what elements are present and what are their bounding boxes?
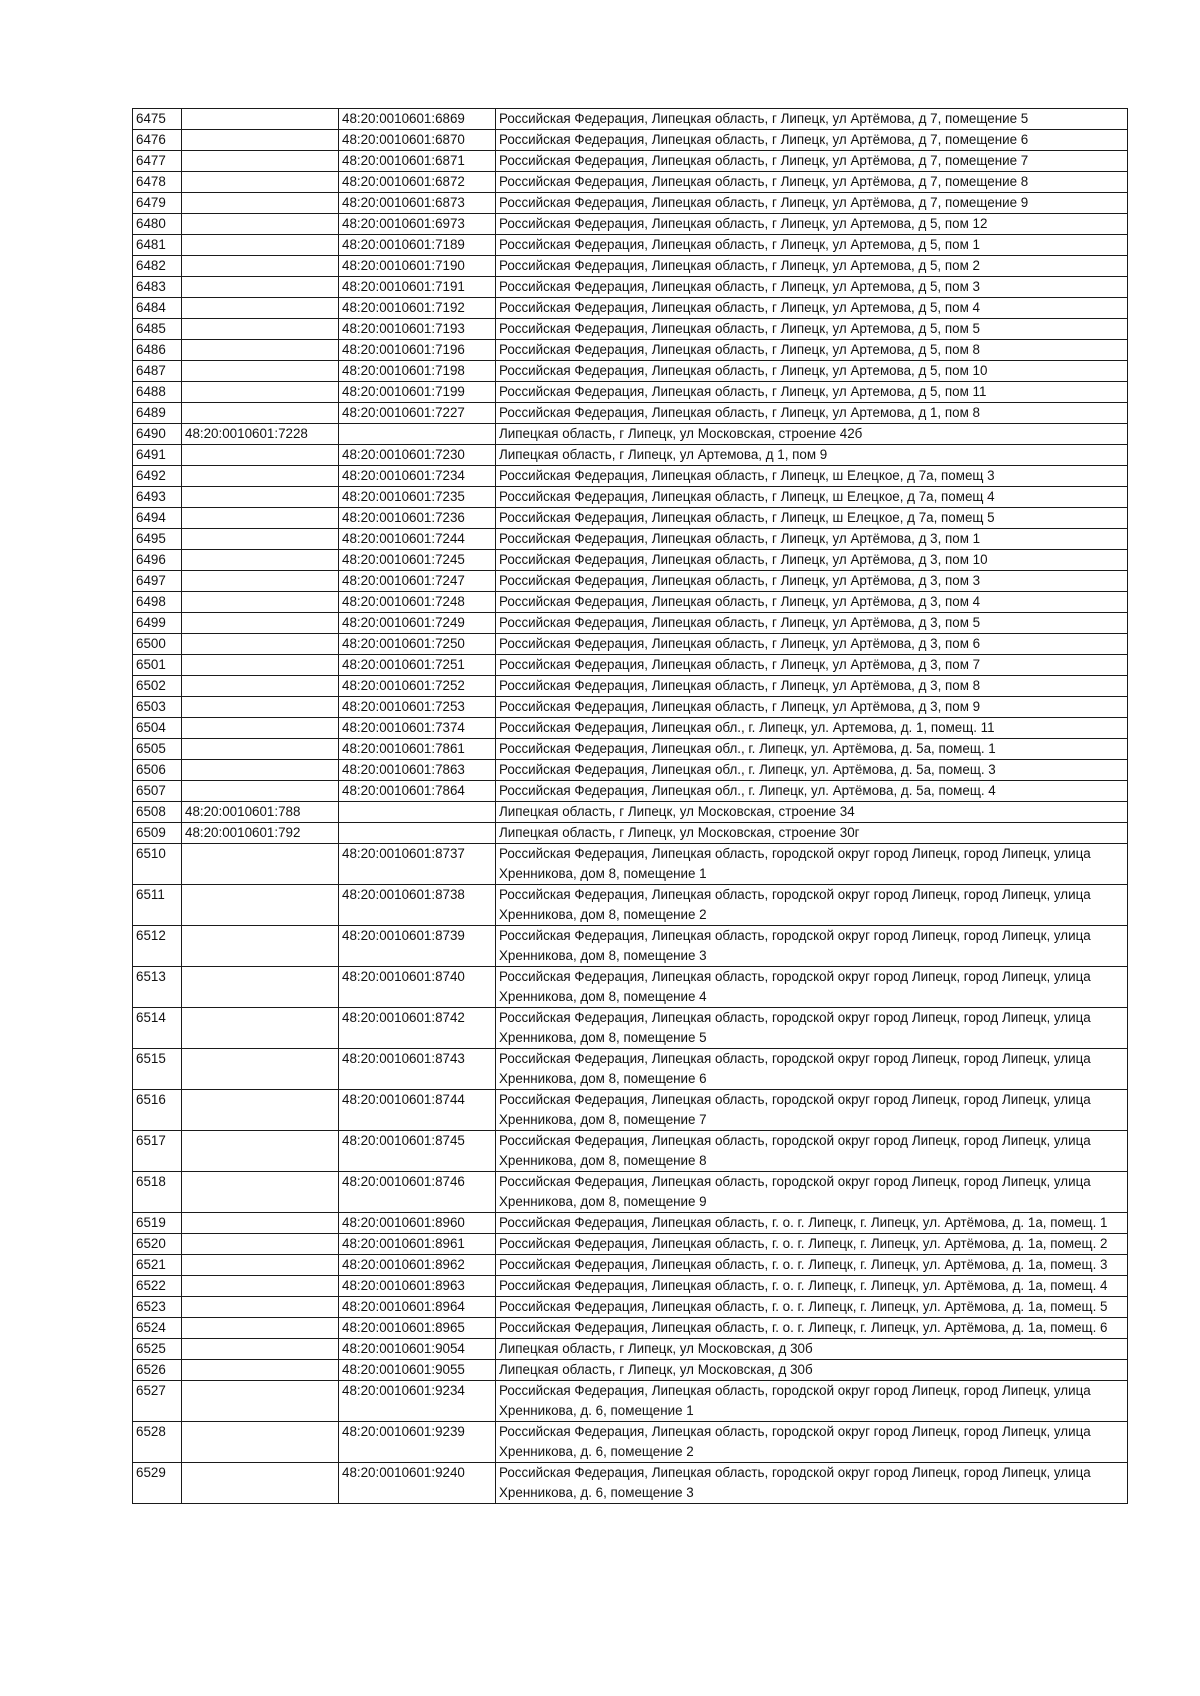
land-cadastral-number-cell <box>182 676 339 697</box>
table-row <box>133 802 1128 823</box>
table-row <box>133 1360 1128 1381</box>
address-cell: Российская Федерация, Липецкая область, городской округ город Липецк, город Липецк, улица Хренникова, д. 6, помещение 3 <box>496 1463 1128 1504</box>
row-number-cell: 6520 <box>133 1234 182 1255</box>
land-cadastral-number-cell <box>182 550 339 571</box>
row-number-cell: 6516 <box>133 1090 182 1131</box>
land-cadastral-number-cell <box>182 571 339 592</box>
row-number-cell: 6510 <box>133 844 182 885</box>
land-cadastral-number-cell <box>182 1297 339 1318</box>
land-cadastral-number-cell <box>182 844 339 885</box>
cadastral-number-cell: 48:20:0010601:8745 <box>339 1131 496 1172</box>
cadastral-number-cell: 48:20:0010601:8743 <box>339 1049 496 1090</box>
address-cell: Российская Федерация, Липецкая область, г Липецк, ул Артёмова, д 3, пом 1 <box>496 529 1128 550</box>
row-number-cell: 6500 <box>133 634 182 655</box>
address-cell: Российская Федерация, Липецкая область, г Липецк, ш Елецкое, д 7а, помещ 3 <box>496 466 1128 487</box>
table-row <box>133 1234 1128 1255</box>
table-row <box>133 926 1128 967</box>
row-number-cell: 6492 <box>133 466 182 487</box>
address-cell: Российская Федерация, Липецкая область, г Липецк, ул Артёмова, д 7, помещение 5 <box>496 109 1128 130</box>
table-row <box>133 1255 1128 1276</box>
row-number-cell: 6489 <box>133 403 182 424</box>
address-cell: Российская Федерация, Липецкая область, г. о. г. Липецк, г. Липецк, ул. Артёмова, д. 1а, помещ. 3 <box>496 1255 1128 1276</box>
row-number-cell: 6478 <box>133 172 182 193</box>
land-cadastral-number-cell <box>182 1381 339 1422</box>
table-row <box>133 718 1128 739</box>
cadastral-number-cell: 48:20:0010601:7251 <box>339 655 496 676</box>
table-row <box>133 885 1128 926</box>
cadastral-number-cell <box>339 424 496 445</box>
table-row <box>133 424 1128 445</box>
table-row <box>133 1297 1128 1318</box>
address-cell: Липецкая область, г Липецк, ул Московская, д 30б <box>496 1360 1128 1381</box>
address-cell: Российская Федерация, Липецкая область, г Липецк, ул Артёмова, д 3, пом 3 <box>496 571 1128 592</box>
table-row <box>133 151 1128 172</box>
cadastral-number-cell: 48:20:0010601:9055 <box>339 1360 496 1381</box>
land-cadastral-number-cell <box>182 1255 339 1276</box>
table-row <box>133 403 1128 424</box>
table-row <box>133 550 1128 571</box>
address-cell: Российская Федерация, Липецкая область, городской округ город Липецк, город Липецк, улица Хренникова, дом 8, помещение 5 <box>496 1008 1128 1049</box>
row-number-cell: 6522 <box>133 1276 182 1297</box>
address-cell: Российская Федерация, Липецкая область, городской округ город Липецк, город Липецк, улица Хренникова, дом 8, помещение 7 <box>496 1090 1128 1131</box>
table-row <box>133 529 1128 550</box>
address-cell: Российская Федерация, Липецкая область, г Липецк, ул Артёмова, д 7, помещение 9 <box>496 193 1128 214</box>
table-row <box>133 1381 1128 1422</box>
row-number-cell: 6499 <box>133 613 182 634</box>
cadastral-number-cell: 48:20:0010601:6871 <box>339 151 496 172</box>
land-cadastral-number-cell <box>182 340 339 361</box>
table-row <box>133 613 1128 634</box>
address-cell: Российская Федерация, Липецкая область, г Липецк, ул Артемова, д 5, пом 10 <box>496 361 1128 382</box>
row-number-cell: 6495 <box>133 529 182 550</box>
address-cell: Российская Федерация, Липецкая область, городской округ город Липецк, город Липецк, улица Хренникова, д. 6, помещение 2 <box>496 1422 1128 1463</box>
table-row <box>133 214 1128 235</box>
row-number-cell: 6508 <box>133 802 182 823</box>
land-cadastral-number-cell <box>182 277 339 298</box>
table-row <box>133 823 1128 844</box>
table-row <box>133 781 1128 802</box>
registry-table-body <box>133 109 1128 1504</box>
cadastral-number-cell: 48:20:0010601:7249 <box>339 613 496 634</box>
table-row <box>133 1049 1128 1090</box>
cadastral-number-cell: 48:20:0010601:7196 <box>339 340 496 361</box>
row-number-cell: 6490 <box>133 424 182 445</box>
land-cadastral-number-cell <box>182 967 339 1008</box>
address-cell: Российская Федерация, Липецкая область, г Липецк, ул Артёмова, д 7, помещение 7 <box>496 151 1128 172</box>
land-cadastral-number-cell <box>182 1318 339 1339</box>
cadastral-number-cell: 48:20:0010601:6869 <box>339 109 496 130</box>
cadastral-number-cell: 48:20:0010601:7230 <box>339 445 496 466</box>
table-row <box>133 1422 1128 1463</box>
table-row <box>133 1008 1128 1049</box>
address-cell: Российская Федерация, Липецкая область, г Липецк, ул Артёмова, д 3, пом 6 <box>496 634 1128 655</box>
land-cadastral-number-cell <box>182 256 339 277</box>
cadastral-number-cell: 48:20:0010601:7236 <box>339 508 496 529</box>
table-row <box>133 1339 1128 1360</box>
land-cadastral-number-cell: 48:20:0010601:792 <box>182 823 339 844</box>
table-row <box>133 298 1128 319</box>
address-cell: Российская Федерация, Липецкая область, г Липецк, ул Артемова, д 5, пом 5 <box>496 319 1128 340</box>
row-number-cell: 6521 <box>133 1255 182 1276</box>
row-number-cell: 6482 <box>133 256 182 277</box>
address-cell: Липецкая область, г Липецк, ул Московская, д 30б <box>496 1339 1128 1360</box>
land-cadastral-number-cell <box>182 130 339 151</box>
row-number-cell: 6504 <box>133 718 182 739</box>
land-cadastral-number-cell <box>182 172 339 193</box>
row-number-cell: 6528 <box>133 1422 182 1463</box>
address-cell: Российская Федерация, Липецкая область, г. о. г. Липецк, г. Липецк, ул. Артёмова, д. 1а, помещ. 4 <box>496 1276 1128 1297</box>
address-cell: Российская Федерация, Липецкая область, городской округ город Липецк, город Липецк, улица Хренникова, дом 8, помещение 3 <box>496 926 1128 967</box>
address-cell: Российская Федерация, Липецкая область, г Липецк, ул Артёмова, д 3, пом 7 <box>496 655 1128 676</box>
cadastral-number-cell: 48:20:0010601:6870 <box>339 130 496 151</box>
cadastral-number-cell: 48:20:0010601:8962 <box>339 1255 496 1276</box>
address-cell: Российская Федерация, Липецкая область, г. о. г. Липецк, г. Липецк, ул. Артёмова, д. 1а, помещ. 1 <box>496 1213 1128 1234</box>
table-row <box>133 193 1128 214</box>
land-cadastral-number-cell <box>182 634 339 655</box>
table-row <box>133 1463 1128 1504</box>
address-cell: Российская Федерация, Липецкая область, городской округ город Липецк, город Липецк, улица Хренникова, дом 8, помещение 4 <box>496 967 1128 1008</box>
row-number-cell: 6483 <box>133 277 182 298</box>
address-cell: Российская Федерация, Липецкая обл., г. Липецк, ул. Артемова, д. 1, помещ. 11 <box>496 718 1128 739</box>
land-cadastral-number-cell <box>182 1339 339 1360</box>
cadastral-number-cell: 48:20:0010601:7250 <box>339 634 496 655</box>
cadastral-number-cell: 48:20:0010601:8961 <box>339 1234 496 1255</box>
cadastral-number-cell: 48:20:0010601:7227 <box>339 403 496 424</box>
row-number-cell: 6519 <box>133 1213 182 1234</box>
row-number-cell: 6503 <box>133 697 182 718</box>
table-row <box>133 361 1128 382</box>
land-cadastral-number-cell <box>182 466 339 487</box>
table-row <box>133 967 1128 1008</box>
land-cadastral-number-cell <box>182 1360 339 1381</box>
row-number-cell: 6494 <box>133 508 182 529</box>
cadastral-number-cell: 48:20:0010601:9234 <box>339 1381 496 1422</box>
cadastral-number-cell: 48:20:0010601:8744 <box>339 1090 496 1131</box>
cadastral-number-cell <box>339 823 496 844</box>
address-cell: Российская Федерация, Липецкая область, г Липецк, ул Артёмова, д 3, пом 4 <box>496 592 1128 613</box>
cadastral-number-cell: 48:20:0010601:6873 <box>339 193 496 214</box>
row-number-cell: 6525 <box>133 1339 182 1360</box>
table-row <box>133 235 1128 256</box>
row-number-cell: 6529 <box>133 1463 182 1504</box>
land-cadastral-number-cell <box>182 1049 339 1090</box>
row-number-cell: 6496 <box>133 550 182 571</box>
land-cadastral-number-cell <box>182 1422 339 1463</box>
address-cell: Липецкая область, г Липецк, ул Московская, строение 30г <box>496 823 1128 844</box>
land-cadastral-number-cell <box>182 529 339 550</box>
land-cadastral-number-cell <box>182 1276 339 1297</box>
address-cell: Российская Федерация, Липецкая область, г Липецк, ул Артемова, д 5, пом 8 <box>496 340 1128 361</box>
address-cell: Российская Федерация, Липецкая область, г Липецк, ул Артемова, д 5, пом 4 <box>496 298 1128 319</box>
address-cell: Российская Федерация, Липецкая область, городской округ город Липецк, город Липецк, улица Хренникова, дом 8, помещение 2 <box>496 885 1128 926</box>
row-number-cell: 6488 <box>133 382 182 403</box>
row-number-cell: 6517 <box>133 1131 182 1172</box>
land-cadastral-number-cell <box>182 655 339 676</box>
cadastral-number-cell: 48:20:0010601:9240 <box>339 1463 496 1504</box>
table-row <box>133 277 1128 298</box>
land-cadastral-number-cell <box>182 1234 339 1255</box>
row-number-cell: 6514 <box>133 1008 182 1049</box>
row-number-cell: 6480 <box>133 214 182 235</box>
cadastral-number-cell: 48:20:0010601:8963 <box>339 1276 496 1297</box>
table-row <box>133 1131 1128 1172</box>
address-cell: Российская Федерация, Липецкая область, г. о. г. Липецк, г. Липецк, ул. Артёмова, д. 1а, помещ. 5 <box>496 1297 1128 1318</box>
row-number-cell: 6491 <box>133 445 182 466</box>
cadastral-number-cell: 48:20:0010601:7190 <box>339 256 496 277</box>
address-cell: Российская Федерация, Липецкая область, г Липецк, ул Артемова, д 5, пом 3 <box>496 277 1128 298</box>
cadastral-number-cell: 48:20:0010601:7247 <box>339 571 496 592</box>
land-cadastral-number-cell <box>182 445 339 466</box>
land-cadastral-number-cell <box>182 1213 339 1234</box>
address-cell: Российская Федерация, Липецкая область, г Липецк, ш Елецкое, д 7а, помещ 4 <box>496 487 1128 508</box>
cadastral-number-cell: 48:20:0010601:7191 <box>339 277 496 298</box>
row-number-cell: 6515 <box>133 1049 182 1090</box>
row-number-cell: 6505 <box>133 739 182 760</box>
land-cadastral-number-cell <box>182 193 339 214</box>
row-number-cell: 6507 <box>133 781 182 802</box>
cadastral-number-cell: 48:20:0010601:8965 <box>339 1318 496 1339</box>
land-cadastral-number-cell <box>182 298 339 319</box>
address-cell: Российская Федерация, Липецкая область, городской округ город Липецк, город Липецк, улица Хренникова, дом 8, помещение 1 <box>496 844 1128 885</box>
table-row <box>133 739 1128 760</box>
cadastral-number-cell <box>339 802 496 823</box>
table-row <box>133 676 1128 697</box>
table-row <box>133 487 1128 508</box>
land-cadastral-number-cell <box>182 739 339 760</box>
table-row <box>133 760 1128 781</box>
row-number-cell: 6476 <box>133 130 182 151</box>
row-number-cell: 6502 <box>133 676 182 697</box>
row-number-cell: 6509 <box>133 823 182 844</box>
table-row <box>133 1172 1128 1213</box>
land-cadastral-number-cell <box>182 926 339 967</box>
table-row <box>133 592 1128 613</box>
table-row <box>133 382 1128 403</box>
land-cadastral-number-cell <box>182 760 339 781</box>
land-cadastral-number-cell <box>182 781 339 802</box>
table-row <box>133 256 1128 277</box>
land-cadastral-number-cell <box>182 1090 339 1131</box>
row-number-cell: 6518 <box>133 1172 182 1213</box>
table-row <box>133 844 1128 885</box>
land-cadastral-number-cell <box>182 361 339 382</box>
address-cell: Российская Федерация, Липецкая обл., г. Липецк, ул. Артёмова, д. 5а, помещ. 3 <box>496 760 1128 781</box>
land-cadastral-number-cell <box>182 1008 339 1049</box>
address-cell: Российская Федерация, Липецкая область, г Липецк, ул Артемова, д 5, пом 1 <box>496 235 1128 256</box>
land-cadastral-number-cell <box>182 1172 339 1213</box>
cadastral-number-cell: 48:20:0010601:7252 <box>339 676 496 697</box>
cadastral-number-cell: 48:20:0010601:7374 <box>339 718 496 739</box>
cadastral-number-cell: 48:20:0010601:8738 <box>339 885 496 926</box>
address-cell: Липецкая область, г Липецк, ул Артемова, д 1, пом 9 <box>496 445 1128 466</box>
table-row <box>133 1318 1128 1339</box>
cadastral-number-cell: 48:20:0010601:8739 <box>339 926 496 967</box>
row-number-cell: 6524 <box>133 1318 182 1339</box>
row-number-cell: 6523 <box>133 1297 182 1318</box>
cadastral-number-cell: 48:20:0010601:7248 <box>339 592 496 613</box>
address-cell: Липецкая область, г Липецк, ул Московская, строение 42б <box>496 424 1128 445</box>
row-number-cell: 6501 <box>133 655 182 676</box>
land-cadastral-number-cell <box>182 718 339 739</box>
address-cell: Российская Федерация, Липецкая область, городской округ город Липецк, город Липецк, улица Хренникова, д. 6, помещение 1 <box>496 1381 1128 1422</box>
row-number-cell: 6498 <box>133 592 182 613</box>
address-cell: Российская Федерация, Липецкая область, г Липецк, ул Артемова, д 5, пом 12 <box>496 214 1128 235</box>
land-cadastral-number-cell <box>182 487 339 508</box>
cadastral-number-cell: 48:20:0010601:6872 <box>339 172 496 193</box>
address-cell: Российская Федерация, Липецкая область, г. о. г. Липецк, г. Липецк, ул. Артёмова, д. 1а, помещ. 6 <box>496 1318 1128 1339</box>
row-number-cell: 6511 <box>133 885 182 926</box>
address-cell: Российская Федерация, Липецкая обл., г. Липецк, ул. Артёмова, д. 5а, помещ. 4 <box>496 781 1128 802</box>
row-number-cell: 6484 <box>133 298 182 319</box>
address-cell: Российская Федерация, Липецкая обл., г. Липецк, ул. Артёмова, д. 5а, помещ. 1 <box>496 739 1128 760</box>
row-number-cell: 6486 <box>133 340 182 361</box>
cadastral-number-cell: 48:20:0010601:7198 <box>339 361 496 382</box>
cadastral-number-cell: 48:20:0010601:8746 <box>339 1172 496 1213</box>
cadastral-number-cell: 48:20:0010601:7192 <box>339 298 496 319</box>
table-row <box>133 466 1128 487</box>
table-row <box>133 571 1128 592</box>
table-row <box>133 445 1128 466</box>
cadastral-number-cell: 48:20:0010601:6973 <box>339 214 496 235</box>
land-cadastral-number-cell <box>182 592 339 613</box>
row-number-cell: 6487 <box>133 361 182 382</box>
cadastral-number-cell: 48:20:0010601:7864 <box>339 781 496 802</box>
table-row <box>133 172 1128 193</box>
table-row <box>133 634 1128 655</box>
land-cadastral-number-cell <box>182 885 339 926</box>
cadastral-number-cell: 48:20:0010601:7245 <box>339 550 496 571</box>
row-number-cell: 6512 <box>133 926 182 967</box>
address-cell: Российская Федерация, Липецкая область, г Липецк, ул Артемова, д 1, пом 8 <box>496 403 1128 424</box>
address-cell: Российская Федерация, Липецкая область, городской округ город Липецк, город Липецк, улица Хренникова, дом 8, помещение 6 <box>496 1049 1128 1090</box>
row-number-cell: 6479 <box>133 193 182 214</box>
address-cell: Российская Федерация, Липецкая область, г Липецк, ул Артёмова, д 7, помещение 6 <box>496 130 1128 151</box>
land-cadastral-number-cell <box>182 214 339 235</box>
land-cadastral-number-cell <box>182 109 339 130</box>
land-cadastral-number-cell <box>182 151 339 172</box>
address-cell: Российская Федерация, Липецкая область, г Липецк, ул Артёмова, д 3, пом 8 <box>496 676 1128 697</box>
row-number-cell: 6526 <box>133 1360 182 1381</box>
land-cadastral-number-cell: 48:20:0010601:7228 <box>182 424 339 445</box>
land-cadastral-number-cell <box>182 697 339 718</box>
cadastral-number-cell: 48:20:0010601:7189 <box>339 235 496 256</box>
row-number-cell: 6493 <box>133 487 182 508</box>
table-row <box>133 109 1128 130</box>
address-cell: Российская Федерация, Липецкая область, г Липецк, ул Артёмова, д 3, пом 10 <box>496 550 1128 571</box>
cadastral-number-cell: 48:20:0010601:7193 <box>339 319 496 340</box>
address-cell: Российская Федерация, Липецкая область, г Липецк, ул Артемова, д 5, пом 11 <box>496 382 1128 403</box>
land-cadastral-number-cell <box>182 403 339 424</box>
row-number-cell: 6477 <box>133 151 182 172</box>
address-cell: Российская Федерация, Липецкая область, г Липецк, ул Артёмова, д 3, пом 9 <box>496 697 1128 718</box>
cadastral-number-cell: 48:20:0010601:8960 <box>339 1213 496 1234</box>
land-cadastral-number-cell <box>182 319 339 340</box>
cadastral-number-cell: 48:20:0010601:8737 <box>339 844 496 885</box>
address-cell: Российская Федерация, Липецкая область, г Липецк, ш Елецкое, д 7а, помещ 5 <box>496 508 1128 529</box>
table-row <box>133 130 1128 151</box>
cadastral-number-cell: 48:20:0010601:7199 <box>339 382 496 403</box>
cadastral-number-cell: 48:20:0010601:7253 <box>339 697 496 718</box>
address-cell: Липецкая область, г Липецк, ул Московская, строение 34 <box>496 802 1128 823</box>
table-row <box>133 1090 1128 1131</box>
table-row <box>133 1213 1128 1234</box>
land-cadastral-number-cell <box>182 235 339 256</box>
land-cadastral-number-cell <box>182 1463 339 1504</box>
table-row <box>133 319 1128 340</box>
land-cadastral-number-cell <box>182 1131 339 1172</box>
row-number-cell: 6513 <box>133 967 182 1008</box>
table-row <box>133 508 1128 529</box>
cadastral-number-cell: 48:20:0010601:9054 <box>339 1339 496 1360</box>
cadastral-number-cell: 48:20:0010601:7863 <box>339 760 496 781</box>
row-number-cell: 6506 <box>133 760 182 781</box>
table-row <box>133 1276 1128 1297</box>
address-cell: Российская Федерация, Липецкая область, г. о. г. Липецк, г. Липецк, ул. Артёмова, д. 1а, помещ. 2 <box>496 1234 1128 1255</box>
row-number-cell: 6497 <box>133 571 182 592</box>
land-cadastral-number-cell: 48:20:0010601:788 <box>182 802 339 823</box>
address-cell: Российская Федерация, Липецкая область, г Липецк, ул Артёмова, д 3, пом 5 <box>496 613 1128 634</box>
cadastral-number-cell: 48:20:0010601:7234 <box>339 466 496 487</box>
registry-table <box>132 108 1128 1504</box>
address-cell: Российская Федерация, Липецкая область, городской округ город Липецк, город Липецк, улица Хренникова, дом 8, помещение 8 <box>496 1131 1128 1172</box>
table-row <box>133 340 1128 361</box>
cadastral-number-cell: 48:20:0010601:7244 <box>339 529 496 550</box>
land-cadastral-number-cell <box>182 382 339 403</box>
cadastral-number-cell: 48:20:0010601:9239 <box>339 1422 496 1463</box>
row-number-cell: 6527 <box>133 1381 182 1422</box>
cadastral-number-cell: 48:20:0010601:8964 <box>339 1297 496 1318</box>
table-row <box>133 655 1128 676</box>
land-cadastral-number-cell <box>182 508 339 529</box>
row-number-cell: 6475 <box>133 109 182 130</box>
row-number-cell: 6485 <box>133 319 182 340</box>
cadastral-number-cell: 48:20:0010601:8740 <box>339 967 496 1008</box>
cadastral-number-cell: 48:20:0010601:7235 <box>339 487 496 508</box>
address-cell: Российская Федерация, Липецкая область, городской округ город Липецк, город Липецк, улица Хренникова, дом 8, помещение 9 <box>496 1172 1128 1213</box>
cadastral-number-cell: 48:20:0010601:7861 <box>339 739 496 760</box>
land-cadastral-number-cell <box>182 613 339 634</box>
row-number-cell: 6481 <box>133 235 182 256</box>
cadastral-number-cell: 48:20:0010601:8742 <box>339 1008 496 1049</box>
address-cell: Российская Федерация, Липецкая область, г Липецк, ул Артёмова, д 7, помещение 8 <box>496 172 1128 193</box>
table-row <box>133 697 1128 718</box>
address-cell: Российская Федерация, Липецкая область, г Липецк, ул Артемова, д 5, пом 2 <box>496 256 1128 277</box>
